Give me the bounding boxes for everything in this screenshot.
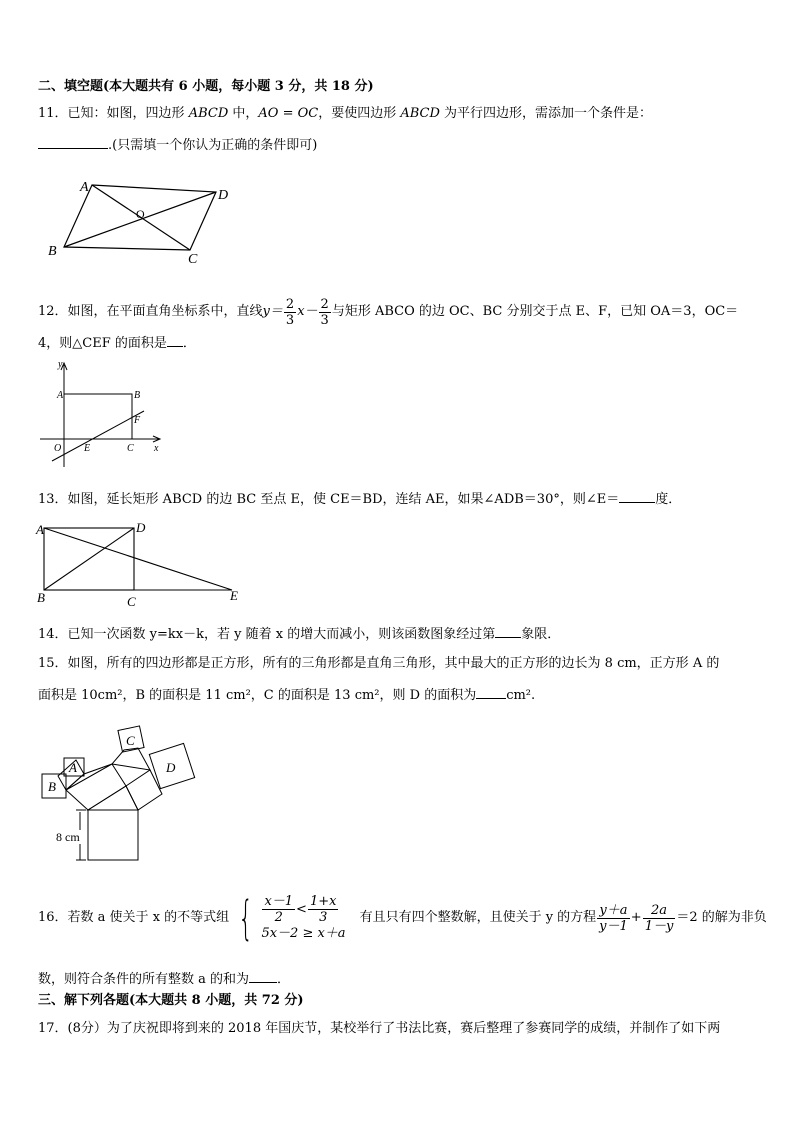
q14-text-b: 象限． [521,627,561,642]
q12-frac1-num: 2 [285,296,295,312]
q12-x-minus: x－ [297,304,318,319]
label-side-length: 8 cm [56,830,80,844]
q16-text-a: 16．若数 a 使关于 x 的不等式组 [38,910,230,925]
q11-answer-line [38,136,317,155]
q11-abcd-2: ABCD [400,106,440,121]
q15-answer-blank[interactable] [476,686,506,699]
q16-ineq1-lnum: x－1 [264,894,294,909]
q12-text-a: 12．如图，在平面直角坐标系中，直线 [38,304,263,319]
label-e: E [84,443,91,454]
q13-rectangle-figure [34,518,244,610]
q16-inequality-system [261,894,345,942]
label-o: O [136,207,145,221]
q12-text-d: ． [182,336,196,351]
q12-text-c: 4，则△CEF 的面积是 [38,336,167,351]
q16-eq-frac-2 [643,903,676,934]
rectangle-abco [64,394,132,439]
q16-answer-blank[interactable] [249,970,277,983]
label-b: B [48,779,56,794]
question-17: 17．(8分）为了庆祝即将到来的 2018 年国庆节，某校举行了书法比赛，赛后整理了参赛同学的成绩，并制作了如下两 [38,1021,721,1036]
q11-ao-oc: AO = OC [258,106,319,121]
triangle-right [112,748,150,770]
q16-plus: + [630,910,642,925]
q16-ineq1-rden: 3 [319,910,328,925]
label-d: D [136,520,146,535]
label-d: D [166,760,176,775]
q12-frac1-den: 3 [285,312,295,328]
q16-eq-frac-1 [597,903,630,934]
label-b: B [134,390,141,401]
q16-inequality-2: 5x－2 ≥ x＋a [261,926,346,941]
q12-frac2-den: 3 [320,312,329,328]
q15-squares-figure [36,722,226,867]
label-c: C [127,594,136,609]
question-13 [38,490,681,509]
q13-text-b: 度． [655,492,682,507]
q12-frac2-num: 2 [320,296,329,312]
section-heading-fill-in: 二、填空题(本大题共有 6 小题，每小题 3 分，共 18 分) [38,79,374,94]
q16-ineq1-op: < [296,901,307,917]
q12-answer-blank[interactable] [167,334,183,347]
question-15-line-1: 15．如图，所有的四边形都是正方形，所有的三角形都是直角三角形，其中最大的正方形的边长为 8 cm，正方形 A 的 [38,656,720,671]
q11-text-a: 11．已知：如图，四边形 [38,106,189,121]
q16-eq-rhs: ＝2 的解为非负 [676,910,767,925]
label-a: A [69,760,77,775]
q12-fraction-1 [284,297,296,328]
q16-eq-num2: 2a [643,903,676,919]
q16-text-d: ． [277,972,291,987]
question-14 [38,625,560,644]
label-a: A [36,522,44,537]
question-16 [38,888,767,948]
label-o: O [54,443,62,454]
q11-abcd: ABCD [188,106,229,121]
label-x: x [154,443,159,454]
q11-text-d: 为平行四边形，需添加一个条件是： [439,106,653,121]
q13-answer-blank[interactable] [619,490,655,503]
q14-text-a: 14．已知一次函数 y=kx－k，若 y 随着 x 的增大而减小，则该函数图象经过第 [38,627,496,642]
label-y: y [58,359,63,370]
label-d: D [218,188,229,203]
q12-coordinate-figure [36,357,171,477]
q15-line2-a: 面积是 10cm²，B 的面积是 11 cm²，C 的面积是 13 cm²，则 D 的面积为 [38,688,477,703]
q16-ineq1-right [308,894,339,925]
q16-inequality-1 [261,894,345,925]
line-ae [44,528,232,590]
label-e: E [230,588,238,603]
q16-eq-num1: y＋a [597,903,630,919]
q16-eq-den1: y－1 [599,918,628,934]
q11-parallelogram-figure [40,175,240,265]
label-c: C [127,443,134,454]
q13-text-a: 13．如图，延长矩形 ABCD 的边 BC 至点 E，使 CE＝BD，连结 AE，如果∠ADB＝30°，则∠E＝ [38,492,620,507]
q11-text-c: ，要使四边形 [318,106,401,121]
label-a: A [57,390,64,401]
question-15-line-2 [38,686,535,705]
q16-line-2 [38,970,290,989]
q11-answer-blank[interactable] [38,136,108,149]
q14-answer-blank[interactable] [495,625,521,638]
q15-line2-b: cm². [506,688,536,703]
label-c: C [126,733,135,748]
q16-text-c: 数，则符合条件的所有整数 a 的和为 [38,972,250,987]
q11-note: .(只需填一个你认为正确的条件即可) [108,138,318,153]
q16-eq-den2: 1－y [644,918,674,934]
q12-line-2 [38,334,196,353]
label-b: B [48,244,57,259]
q16-brace: { [238,891,254,945]
label-b: B [37,590,45,605]
largest-square [88,810,138,860]
main-right-triangle [88,786,138,810]
q16-ineq1-left [262,894,295,925]
q12-y-eq: y＝ [262,304,283,319]
label-c: C [188,252,198,265]
q16-text-b: 有且只有四个整数解，且使关于 y 的方程 [359,910,597,925]
q16-ineq1-lden: 2 [274,910,283,925]
section-heading-solve: 三、解下列各题(本大题共 8 小题，共 72 分) [38,993,304,1008]
q11-text-b: 中， [228,106,259,121]
question-12 [38,292,738,332]
q12-text-b: 与矩形 ABCO 的边 OC、BC 分别交于点 E、F，已知 OA＝3，OC＝ [331,304,739,319]
q16-ineq1-rnum: 1+x [309,894,337,909]
diagonal-bd [44,528,134,590]
q12-fraction-2 [319,297,331,328]
label-a: A [80,180,89,195]
question-11 [38,105,652,123]
label-f: F [134,415,141,426]
